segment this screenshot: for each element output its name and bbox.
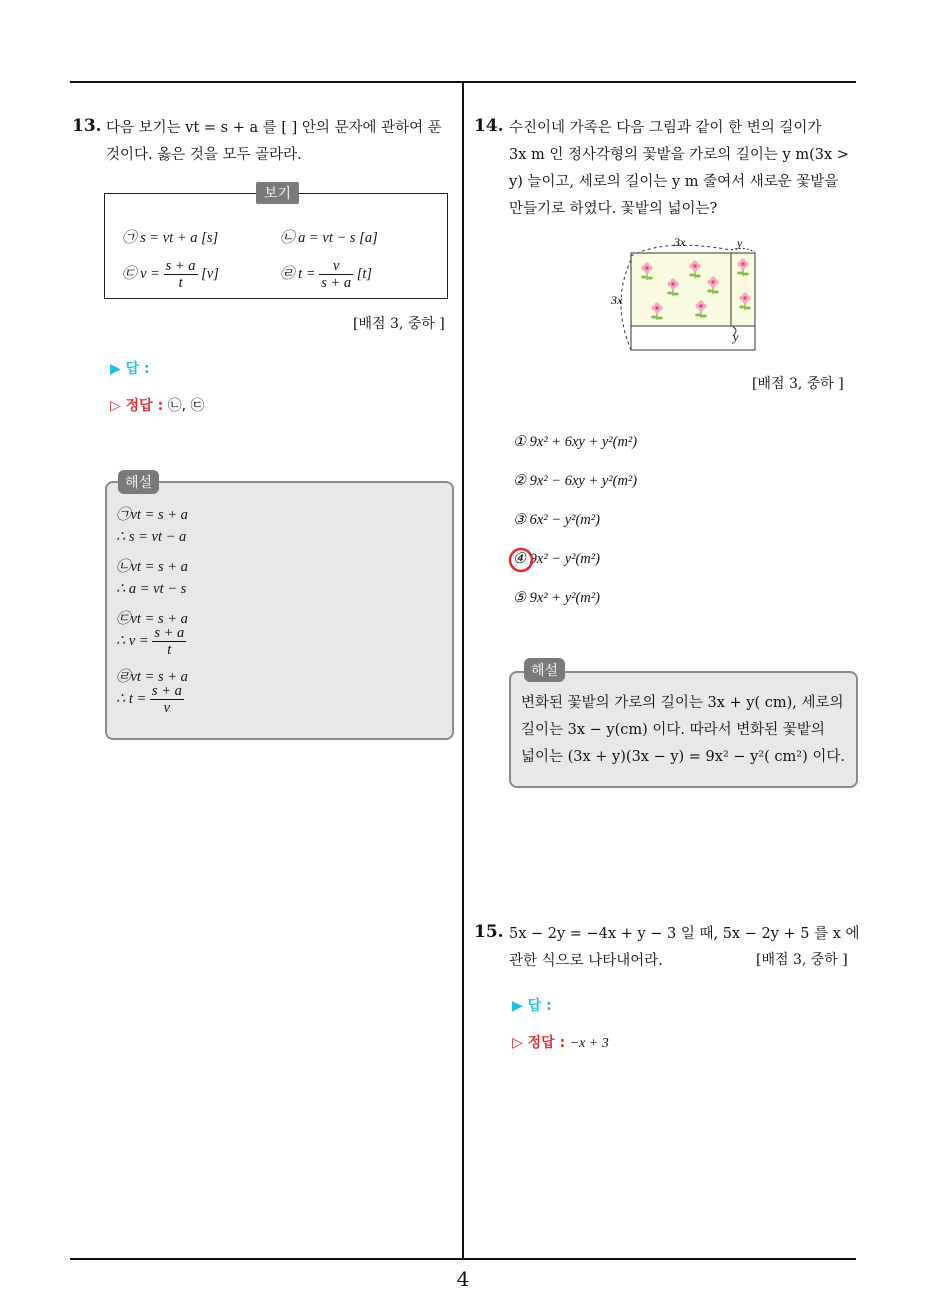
q13-solution-tag: 해설 [118, 470, 159, 494]
q14-selected-circle [506, 545, 536, 575]
q13-solution-l2: ∴ s = vt − a [116, 529, 187, 545]
q14-text-line3: y) 늘이고, 세로의 길이는 y m 줄여서 새로운 꽃밭을 [509, 174, 839, 190]
q15-correct-answer: ▷ 정답 : −x + 3 [512, 1035, 609, 1051]
q14-text-line4: 만들기로 하였다. 꽃밭의 넓이는? [509, 201, 718, 217]
q13-solution-l7: ㉣vt = s + a [116, 669, 188, 685]
q13-solution-l3: ㉡vt = s + a [116, 559, 188, 575]
q15-text-line1: 5x − 2y = −4x + y − 3 일 때, 5x − 2y + 5 를 x 에 [509, 926, 860, 942]
q14-choice-3[interactable]: ③ 6x² − y²(m²) [513, 512, 600, 528]
q15-text-line2: 관한 식으로 나타내어라. [509, 953, 663, 969]
q14-solution-l1: 변화된 꽃밭의 가로의 길이는 3x + y( cm), 세로의 [521, 695, 844, 711]
q14-solution-l2: 길이는 3x − y(cm) 이다. 따라서 변화된 꽃밭의 [521, 722, 825, 738]
q13-bogi-item-c: ㉢ v = $\frac{s + a}{t}$ [v] [122, 258, 219, 291]
q14-choice-4[interactable]: ④ 9x² − y²(m²) [513, 551, 600, 567]
q15-score: [배점 3, 중하 ] [756, 952, 848, 968]
q13-bogi-tag: 보기 [256, 182, 299, 204]
q13-text-line2: 것이다. 옳은 것을 모두 골라라. [106, 147, 302, 163]
q13-solution-l8: ∴ t = $\frac{s + a}{v}$ [116, 683, 182, 716]
q13-correct-answer: ▷ 정답 : ㉡, ㉢ [110, 398, 205, 414]
q14-solution-l3: 넓이는 (3x + y)(3x − y) = 9x² − y²( cm²) 이다. [521, 749, 845, 765]
q14-figure-left-label: 3x [611, 293, 623, 307]
q13-text-line1: 다음 보기는 vt = s + a 를 [ ] 안의 문자에 관하여 푼 [106, 120, 442, 136]
q13-answer-label: ▶ 답 : [110, 361, 150, 377]
q13-score: [배점 3, 중하 ] [353, 316, 445, 332]
q14-flowerbed-figure [605, 232, 765, 354]
q15-answer-label: ▶ 답 : [512, 998, 552, 1014]
q14-text-line2: 3x m 인 정사각형의 꽃밭을 가로의 길이는 y m(3x > [509, 147, 849, 163]
q14-choice-2[interactable]: ② 9x² − 6xy + y²(m²) [513, 473, 638, 489]
q13-solution-l4: ∴ a = vt − s [116, 581, 187, 597]
q14-figure-top-label: 3x [674, 235, 686, 249]
q13-bogi-item-a: ㉠ s = vt + a [s] [122, 230, 219, 246]
q15-number: 15. [474, 922, 504, 942]
page-number: 4 [456, 1267, 470, 1291]
q13-number: 13. [72, 116, 102, 136]
q13-bogi-item-d: ㉣ t = $\frac{v}{s + a}$ [t] [280, 258, 373, 291]
q13-solution-l5: ㉢vt = s + a [116, 611, 188, 627]
q14-choice-5[interactable]: ⑤ 9x² + y²(m²) [513, 590, 600, 606]
q14-choice-1[interactable]: ① 9x² + 6xy + y²(m²) [513, 434, 638, 450]
bottom-rule [70, 1258, 856, 1260]
q14-solution-tag: 해설 [524, 658, 565, 682]
q13-bogi-item-b: ㉡ a = vt − s [a] [280, 230, 378, 246]
q14-score: [배점 3, 중하 ] [752, 376, 844, 392]
column-divider [462, 82, 464, 1260]
q14-text-line1: 수진이네 가족은 다음 그림과 같이 한 변의 길이가 [509, 120, 822, 136]
q14-figure-top-right-label: y [737, 236, 743, 250]
q14-figure-bottom-right-label: y [733, 330, 739, 344]
q13-solution-l1: ㉠vt = s + a [116, 507, 188, 523]
q14-number: 14. [474, 116, 504, 136]
q13-solution-l6: ∴ v = $\frac{s + a}{t}$ [116, 625, 185, 658]
